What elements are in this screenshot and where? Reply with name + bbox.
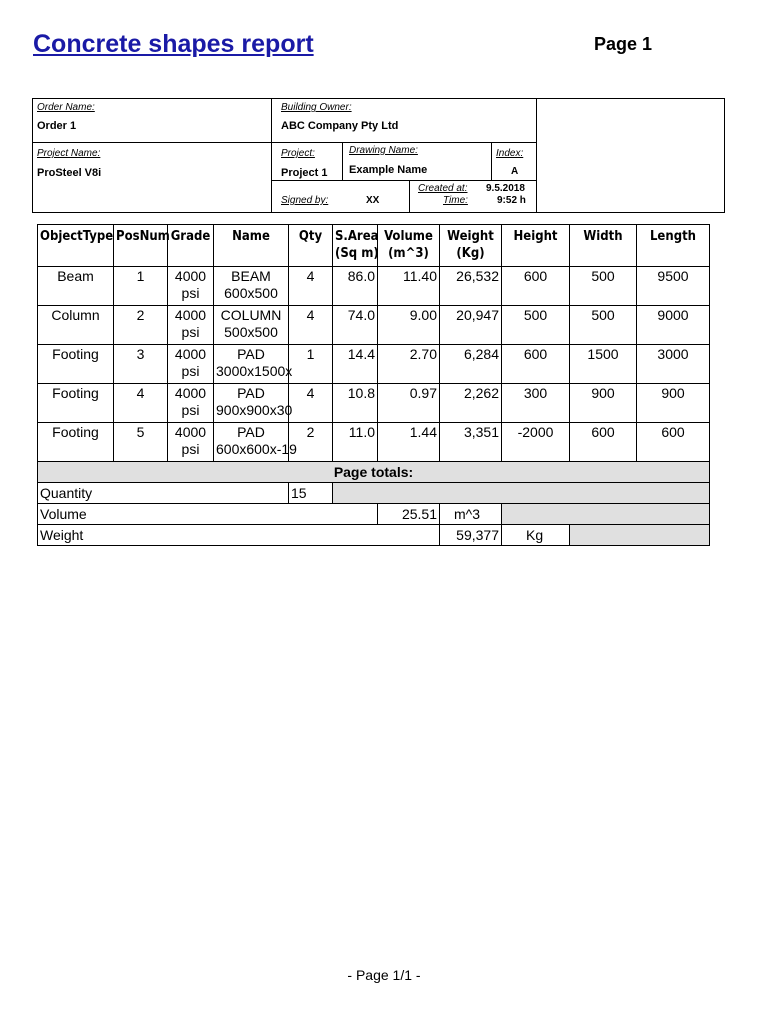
- volume-cell: [378, 384, 440, 423]
- object-type-cell: [38, 267, 114, 306]
- length-cell: [637, 306, 710, 345]
- volume-total: 25.51: [378, 504, 440, 525]
- weight-cell-text: 3,351: [463, 424, 499, 440]
- volume-cell-text: 9.00: [409, 307, 437, 323]
- qty-cell-text: 4: [306, 268, 315, 284]
- length-cell: [637, 423, 710, 462]
- pos-num-cell: [114, 345, 168, 384]
- divider: [409, 180, 410, 213]
- weight-cell: [440, 423, 502, 462]
- grade-cell-text: psi: [181, 324, 200, 340]
- width-cell: [570, 306, 637, 345]
- index-label: Index:: [496, 148, 524, 159]
- length-cell-text: 600: [661, 424, 685, 440]
- volume-cell-text: 2.70: [409, 346, 437, 362]
- column-header: [214, 225, 289, 267]
- grade-cell-text: 4000: [174, 307, 207, 323]
- order-name-value: Order 1: [37, 120, 77, 132]
- height-cell-text: 300: [523, 385, 548, 401]
- header-info-box: [32, 98, 725, 213]
- height-cell: [502, 267, 570, 306]
- surface-area-cell: [333, 423, 378, 462]
- table-row: [38, 423, 710, 462]
- grade-cell-text: psi: [181, 441, 200, 457]
- name-cell-text: 600x500: [224, 285, 278, 301]
- column-header: [289, 225, 333, 267]
- name-cell-text: 3000x1500x: [216, 363, 293, 379]
- index-value: A: [511, 166, 519, 177]
- page-footer: - Page 1/1 -: [347, 967, 421, 983]
- height-cell-text: 600: [523, 346, 548, 362]
- volume-cell-text: 1.44: [409, 424, 437, 440]
- time-label: Time:: [443, 195, 468, 206]
- grade-cell-text: 4000: [174, 268, 207, 284]
- page-totals-row: [38, 462, 710, 483]
- width-cell-text: 500: [591, 307, 615, 323]
- column-header-label: PosNum: [116, 229, 170, 244]
- divider: [342, 142, 343, 180]
- drawing-name-label: Drawing Name:: [349, 145, 418, 156]
- name-cell: [214, 306, 289, 345]
- empty-cell: [502, 504, 710, 525]
- name-cell-text: 600x600x-19: [216, 441, 297, 457]
- surface-area-cell-text: 11.0: [348, 424, 375, 440]
- empty-cell: [333, 483, 710, 504]
- table-row: [38, 384, 710, 423]
- column-header: [637, 225, 710, 267]
- qty-cell: [289, 384, 333, 423]
- grade-cell: [168, 423, 214, 462]
- name-cell-text: 900x900x30: [216, 402, 293, 418]
- report-title: Concrete shapes report: [33, 30, 314, 58]
- empty-cell: [570, 525, 710, 546]
- length-cell-text: 9500: [657, 268, 689, 284]
- weight-cell: [440, 345, 502, 384]
- name-cell-text: PAD: [237, 424, 265, 440]
- divider: [491, 142, 492, 180]
- height-cell: [502, 345, 570, 384]
- name-cell-text: BEAM: [231, 268, 271, 284]
- column-header-label: ObjectType: [40, 229, 114, 244]
- volume-cell: [378, 267, 440, 306]
- grade-cell: [168, 267, 214, 306]
- surface-area-cell-text: 14.4: [347, 346, 375, 362]
- qty-cell-text: 1: [306, 346, 315, 362]
- volume-total-row: [38, 504, 710, 525]
- grade-cell-text: 4000: [174, 424, 207, 440]
- column-header-label: Qty: [298, 229, 323, 244]
- column-header: [502, 225, 570, 267]
- pos-num-cell-text: 5: [136, 424, 145, 440]
- project-value: Project 1: [281, 167, 328, 179]
- height-cell: [502, 423, 570, 462]
- name-cell: [214, 345, 293, 384]
- grade-cell-text: 4000: [174, 346, 207, 362]
- qty-cell-text: 4: [306, 385, 315, 401]
- grade-cell: [168, 384, 214, 423]
- column-header-label: Name: [232, 229, 270, 244]
- divider: [536, 99, 537, 213]
- length-cell: [637, 345, 710, 384]
- column-header-label: Height: [513, 229, 558, 244]
- qty-cell: [289, 306, 333, 345]
- surface-area-cell-text: 86.0: [347, 268, 375, 284]
- weight-cell-text: 26,532: [456, 268, 499, 284]
- width-cell: [570, 345, 637, 384]
- building-owner-value: ABC Company Pty Ltd: [281, 120, 399, 132]
- order-name-label: Order Name:: [37, 102, 95, 113]
- object-type-cell: [38, 306, 114, 345]
- pos-num-cell: [114, 384, 168, 423]
- time-value: 9:52 h: [497, 195, 526, 206]
- divider: [271, 99, 272, 213]
- created-at-label: Created at:: [418, 183, 468, 194]
- weight-label: Weight: [38, 525, 440, 546]
- signed-by-label: Signed by:: [281, 195, 329, 206]
- width-cell-text: 1500: [587, 346, 619, 362]
- drawing-name-value: Example Name: [349, 164, 428, 176]
- pos-num-cell-text: 2: [136, 307, 145, 323]
- surface-area-cell: [333, 345, 378, 384]
- page-label: Page 1: [594, 34, 653, 54]
- object-type-cell: [38, 384, 114, 423]
- quantity-label: Quantity: [38, 483, 289, 504]
- column-header-unit: (Sq m): [335, 246, 379, 261]
- project-name-label: Project Name:: [37, 148, 101, 159]
- page-totals-heading: Page totals:: [38, 462, 710, 483]
- pos-num-cell-text: 1: [136, 268, 145, 284]
- length-cell-text: 3000: [657, 346, 689, 362]
- quantity-total: 15: [289, 483, 333, 504]
- grade-cell-text: psi: [181, 285, 200, 301]
- width-cell-text: 900: [591, 385, 615, 401]
- weight-cell: [440, 384, 502, 423]
- column-header: [168, 225, 214, 267]
- created-at-value: 9.5.2018: [486, 183, 525, 194]
- table-row: [38, 345, 710, 384]
- object-type-cell-text: Beam: [57, 268, 94, 284]
- length-cell-text: 9000: [657, 307, 689, 323]
- object-type-cell: [38, 345, 114, 384]
- surface-area-cell-text: 74.0: [347, 307, 375, 323]
- table-row: [38, 306, 710, 345]
- weight-cell-text: 6,284: [463, 346, 499, 362]
- column-header: [333, 225, 378, 267]
- quantity-total-row: [38, 483, 710, 504]
- qty-cell: [289, 345, 333, 384]
- grade-cell: [168, 345, 214, 384]
- column-header: [440, 225, 502, 267]
- weight-cell: [440, 267, 502, 306]
- weight-cell-text: 20,947: [456, 307, 499, 323]
- height-cell-text: 500: [523, 307, 548, 323]
- column-header: [570, 225, 637, 267]
- signed-by-value: XX: [366, 195, 380, 206]
- grade-cell: [168, 306, 214, 345]
- weight-cell: [440, 306, 502, 345]
- surface-area-cell: [333, 267, 378, 306]
- divider: [272, 180, 537, 181]
- column-header: [38, 225, 114, 267]
- table-row: [38, 267, 710, 306]
- object-type-cell-text: Footing: [52, 424, 99, 440]
- object-type-cell: [38, 423, 114, 462]
- qty-cell-text: 4: [306, 307, 315, 323]
- volume-cell: [378, 423, 440, 462]
- name-cell: [214, 384, 293, 423]
- column-header-label: Volume: [384, 229, 433, 244]
- name-cell-text: COLUMN: [220, 307, 282, 323]
- weight-total: 59,377: [440, 525, 502, 546]
- object-type-cell-text: Footing: [52, 385, 99, 401]
- width-cell-text: 600: [591, 424, 615, 440]
- weight-total-row: [38, 525, 710, 546]
- column-header-unit: (Kg): [456, 246, 485, 261]
- concrete-shapes-table: [37, 224, 710, 546]
- height-cell: [502, 384, 570, 423]
- building-owner-label: Building Owner:: [281, 102, 352, 113]
- surface-area-cell: [333, 384, 378, 423]
- volume-cell-text: 0.97: [409, 385, 437, 401]
- column-header: [378, 225, 440, 267]
- column-header-label: Grade: [170, 229, 211, 244]
- name-cell: [214, 423, 297, 462]
- width-cell: [570, 423, 637, 462]
- column-header: [114, 225, 168, 267]
- width-cell: [570, 267, 637, 306]
- grade-cell-text: psi: [181, 402, 200, 418]
- weight-cell-text: 2,262: [463, 385, 499, 401]
- volume-cell-text: 11.40: [403, 268, 437, 284]
- length-cell-text: 900: [661, 385, 685, 401]
- column-header-unit: (m^3): [388, 246, 429, 261]
- volume-unit: m^3: [440, 504, 502, 525]
- grade-cell-text: psi: [181, 363, 200, 379]
- pos-num-cell: [114, 306, 168, 345]
- length-cell: [637, 267, 710, 306]
- weight-unit: Kg: [502, 525, 570, 546]
- name-cell-text: PAD: [237, 385, 265, 401]
- volume-cell: [378, 345, 440, 384]
- height-cell-text: 600: [523, 268, 548, 284]
- column-header-label: Length: [649, 229, 696, 244]
- object-type-cell-text: Footing: [52, 346, 99, 362]
- column-header-label: Width: [583, 229, 623, 244]
- divider: [33, 142, 537, 143]
- surface-area-cell: [333, 306, 378, 345]
- column-header-label: S.Area: [335, 229, 379, 244]
- volume-cell: [378, 306, 440, 345]
- grade-cell-text: 4000: [174, 385, 207, 401]
- pos-num-cell: [114, 423, 168, 462]
- table-header-row: [38, 225, 710, 267]
- width-cell: [570, 384, 637, 423]
- volume-label: Volume: [38, 504, 378, 525]
- qty-cell: [289, 267, 333, 306]
- length-cell: [637, 384, 710, 423]
- column-header-label: Weight: [447, 229, 494, 244]
- pos-num-cell: [114, 267, 168, 306]
- pos-num-cell-text: 4: [136, 385, 145, 401]
- name-cell-text: 500x500: [224, 324, 278, 340]
- height-cell-text: -2000: [517, 424, 554, 440]
- pos-num-cell-text: 3: [136, 346, 145, 362]
- qty-cell-text: 2: [306, 424, 315, 440]
- height-cell: [502, 306, 570, 345]
- surface-area-cell-text: 10.8: [347, 385, 375, 401]
- project-label: Project:: [281, 148, 315, 159]
- object-type-cell-text: Column: [51, 307, 100, 323]
- name-cell: [214, 267, 289, 306]
- project-name-value: ProSteel V8i: [37, 167, 102, 179]
- name-cell-text: PAD: [237, 346, 265, 362]
- width-cell-text: 500: [591, 268, 615, 284]
